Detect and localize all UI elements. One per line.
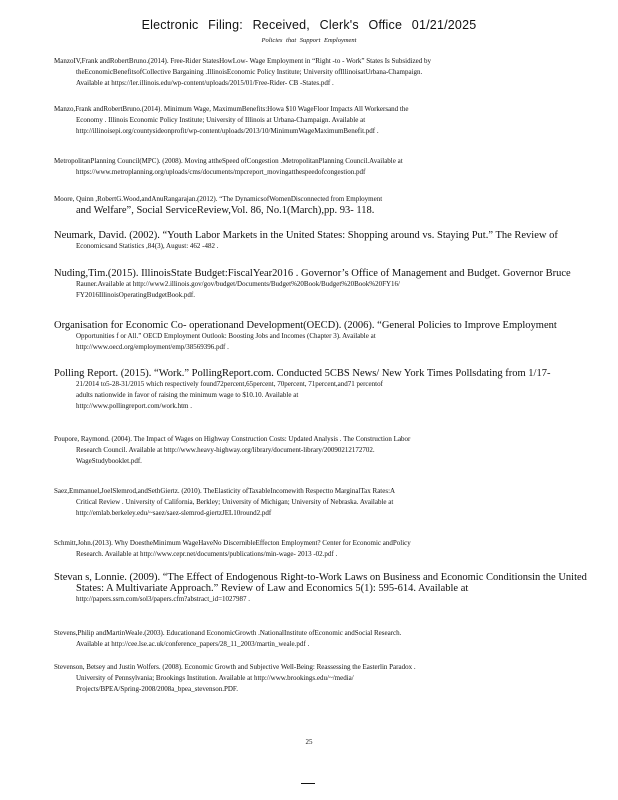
reference-line: Research Council. Available at http://www.heavy-highway.org/library/document-library/20090212172702. [76,446,375,454]
reference-line: Saez,Emmanuel,JoelSlemrod,andSethGiertz. (2010). TheElasticity ofTaxableIncomewith Respectto MarginalTax Rates:A [54,487,396,495]
reference-item [54,156,590,178]
reference-line: Manzo,Frank andRobertBruno.(2014). Minimum Wage, MaximumBenefits:Howa $10 WageFloor Impacts All Workersand the [54,105,409,113]
reference-line: Economicsand Statistics ,84(3), August: 462 -482 . [76,242,219,250]
reference-line: Polling Report. (2015). “Work.” PollingReport.com. Conducted 5CBS News/ New York Times Pollsdating from 1/17- [54,368,551,379]
reference-line: University of Pennsylvania; Brookings Institution. Available at http://www.brookings.edu/~/media/ [76,674,354,682]
reference-item [54,572,590,605]
reference-line: Neumark, David. (2002). “Youth Labor Markets in the United States: Shopping around vs. Staying Put.” The Review of [54,230,558,241]
reference-item [54,368,590,412]
reference-line: MetropolitanPlanning Council(MPC). (2008). Moving attheSpeed ofCongestion .MetropolitanPlanning Council.Available at [54,157,403,165]
reference-line: Moore, Quinn ,RobertG.Wood,andAnuRangarajan.(2012). “The DynamicsofWomenDisconnected from Employment [54,195,383,203]
reference-line: Economy . Illinois Economic Policy Institute; University of Illinois at Urbana-Champaign. Available at [76,116,366,124]
reference-line: Organisation for Economic Co- operationand Development(OECD). (2006). “General Policies to Improve Employment [54,320,557,331]
reference-line: Research. Available at http://www.cepr.net/documents/publications/min-wage- 2013 -02.pdf . [76,550,338,558]
reference-line: Available at https://ler.illinois.edu/wp-content/uploads/2015/01/Free-Rider- CB -States.pdf . [76,79,334,87]
reference-line: Stevenson, Betsey and Justin Wolfers. (2008). Economic Growth and Subjective Well-Being: Reassessing the Easterlin Paradox . [54,663,416,671]
page-number: 25 [305,738,313,746]
reference-line: Schmitt,John.(2013). Why DoestheMinimum WageHaveNo DiscernibleEffecton Employment? Center for Economic andPolicy [54,539,411,547]
reference-line: Critical Review . University of California, Berkley; University of Michigan; University of Nebraska. Available at [76,498,394,506]
reference-line: States: A Multivariate Approach.” Review of Law and Economics 5(1): 595-614. Available at [76,583,469,594]
reference-line: Stevens,Philip andMartinWeale.(2003). Educationand EconomicGrowth .NationalInstitute ofEconomic andSocial Research. [54,629,402,637]
reference-item [54,320,590,353]
reference-item [54,628,590,650]
reference-item [54,486,590,519]
reference-line: Rauner.Available at http://www2.illinois.gov/gov/budget/Documents/Budget%20Book/Budget%20Book%20FY16/ [76,280,400,288]
reference-line: Poupore, Raymond. (2004). The Impact of Wages on Highway Construction Costs: Updated Analysis . The Construction Labor [54,435,411,443]
reference-item [54,538,590,560]
reference-item [54,56,590,89]
reference-item [54,662,590,695]
reference-line: adults nationwide in favor of raising the minimum wage to $10.10. Available at [76,391,299,399]
reference-line: Opportunities f or All.” OECD Employment Outlook: Boosting Jobs and Incomes (Chapter 3). Available at [76,332,376,340]
reference-line: FY2016IllinoisOperatingBudgetBook.pdf. [76,291,195,299]
reference-line: and Welfare”, Social ServiceReview,Vol. 86, No.1(March),pp. 93- 118. [76,205,375,216]
reference-line: Stevan s, Lonnie. (2009). “The Effect of Endogenous Right-to-Work Laws on Business and Economic Conditionsin the United [54,572,587,583]
reference-item [54,434,590,467]
section-subtitle: Policies that Support Employment [261,37,357,44]
reference-line: http://illinoisepi.org/countysideonprofit/wp-content/uploads/2013/10/MinimumWageMaximumBenefit.pdf . [76,127,379,135]
footer-rule [301,783,315,784]
reference-line: ManzoIV,Frank andRobertBruno.(2014). Free-Rider StatesHowLow- Wage Employment in “Right -to - Work” States Is Subsidized by [54,57,432,65]
reference-item [54,230,590,252]
reference-line: Available at http://cee.lse.ac.uk/conference_papers/28_11_2003/martin_weale.pdf . [76,640,310,648]
reference-line: http://emlab.berkeley.edu/~saez/saez-slemrod-giertzJEL10round2.pdf [76,509,272,517]
reference-line: http://papers.ssrn.com/sol3/papers.cfm?abstract_id=1027987 . [76,595,251,603]
reference-item [54,194,590,216]
reference-line: http://www.pollingreport.com/work.htm . [76,402,193,410]
reference-line: http://www.oecd.org/employment/emp/38569396.pdf . [76,343,229,351]
filing-stamp-header: Electronic Filing: Received, Clerk's Office 01/21/2025 [141,18,477,32]
reference-line: WageStudybooklet.pdf. [76,457,142,465]
reference-line: Nuding,Tim.(2015). IllinoisState Budget:FiscalYear2016 . Governor’s Office of Management and Budget. Governor Bruce [54,268,571,279]
reference-line: theEconomicBenefitsofCollective Bargaining .IllinoisEconomic Policy Institute; University ofIllinoisatUrbana-Champaign. [76,68,423,76]
reference-line: 21/2014 to5-28-31/2015 which respectively found72percent,65percent, 70percent, 71percent,and71 percentof [76,380,383,388]
reference-line: Projects/BPEA/Spring-2008/2008a_bpea_stevenson.PDF. [76,685,238,693]
reference-line: https://www.metroplanning.org/uploads/cms/documents/mpcreport_movingatthespeedofcongestion.pdf [76,168,366,176]
reference-item [54,268,590,301]
reference-item [54,104,590,137]
